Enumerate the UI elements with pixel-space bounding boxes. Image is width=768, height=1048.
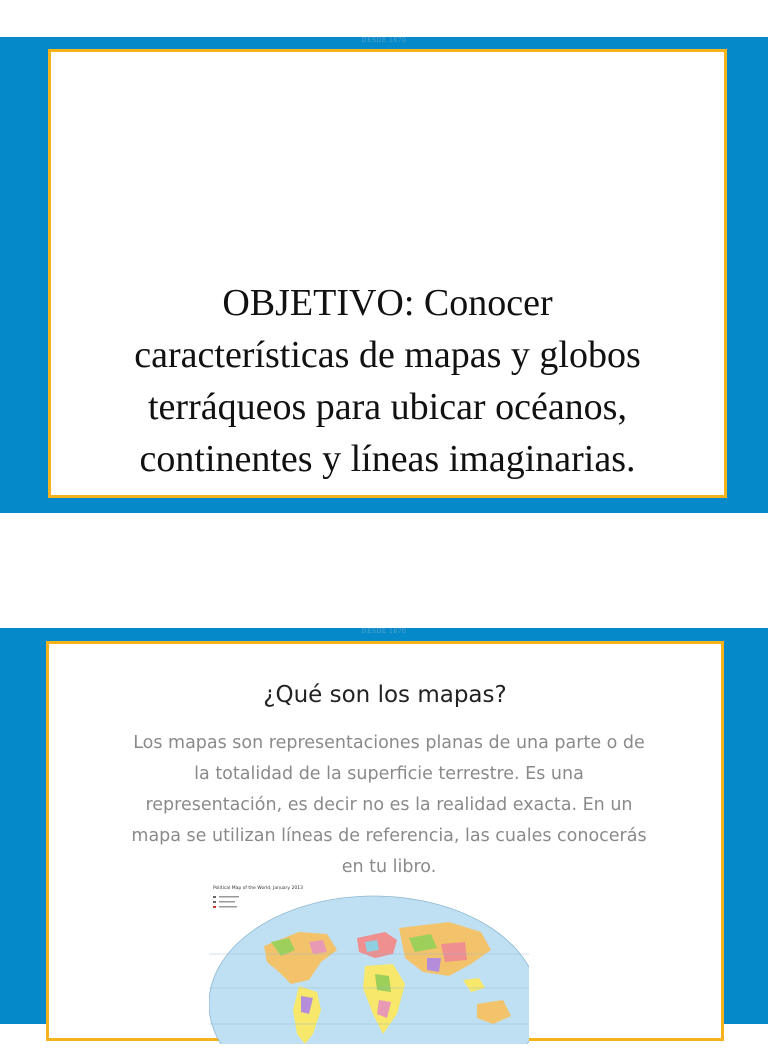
maps-card [46, 641, 724, 1041]
body-line: Los mapas son representaciones planas de una parte o de [133, 733, 645, 753]
map-legend [213, 896, 239, 908]
world-map-image [209, 884, 529, 1044]
objective-line: características de mapas y globos [134, 334, 641, 376]
body-line: mapa se utilizan líneas de referencia, las cuales conocerás [131, 826, 647, 846]
objective-line: OBJETIVO: Conocer [222, 282, 553, 324]
slide-watermark: DESDE 1870 [361, 628, 407, 635]
objective-card [48, 49, 727, 498]
slide-heading: ¿Qué son los mapas? [263, 682, 507, 708]
body-line: representación, es decir no es la realidad exacta. En un [145, 795, 633, 815]
map-title: Political Map of the World, January 2013 [213, 886, 303, 891]
objective-line: terráqueos para ubicar océanos, [148, 386, 627, 428]
body-line: en tu libro. [341, 857, 437, 877]
body-line: la totalidad de la superficie terrestre. Es una [194, 764, 584, 784]
slide-body-text [79, 728, 699, 883]
slide-watermark: DESDE 1870 [361, 37, 407, 44]
objective-text [51, 277, 724, 485]
slide-what-are-maps [0, 628, 768, 1024]
world-map-graphic [209, 884, 529, 1044]
objective-line: continentes y líneas imaginarias. [139, 438, 636, 480]
slide-objective [0, 37, 768, 513]
